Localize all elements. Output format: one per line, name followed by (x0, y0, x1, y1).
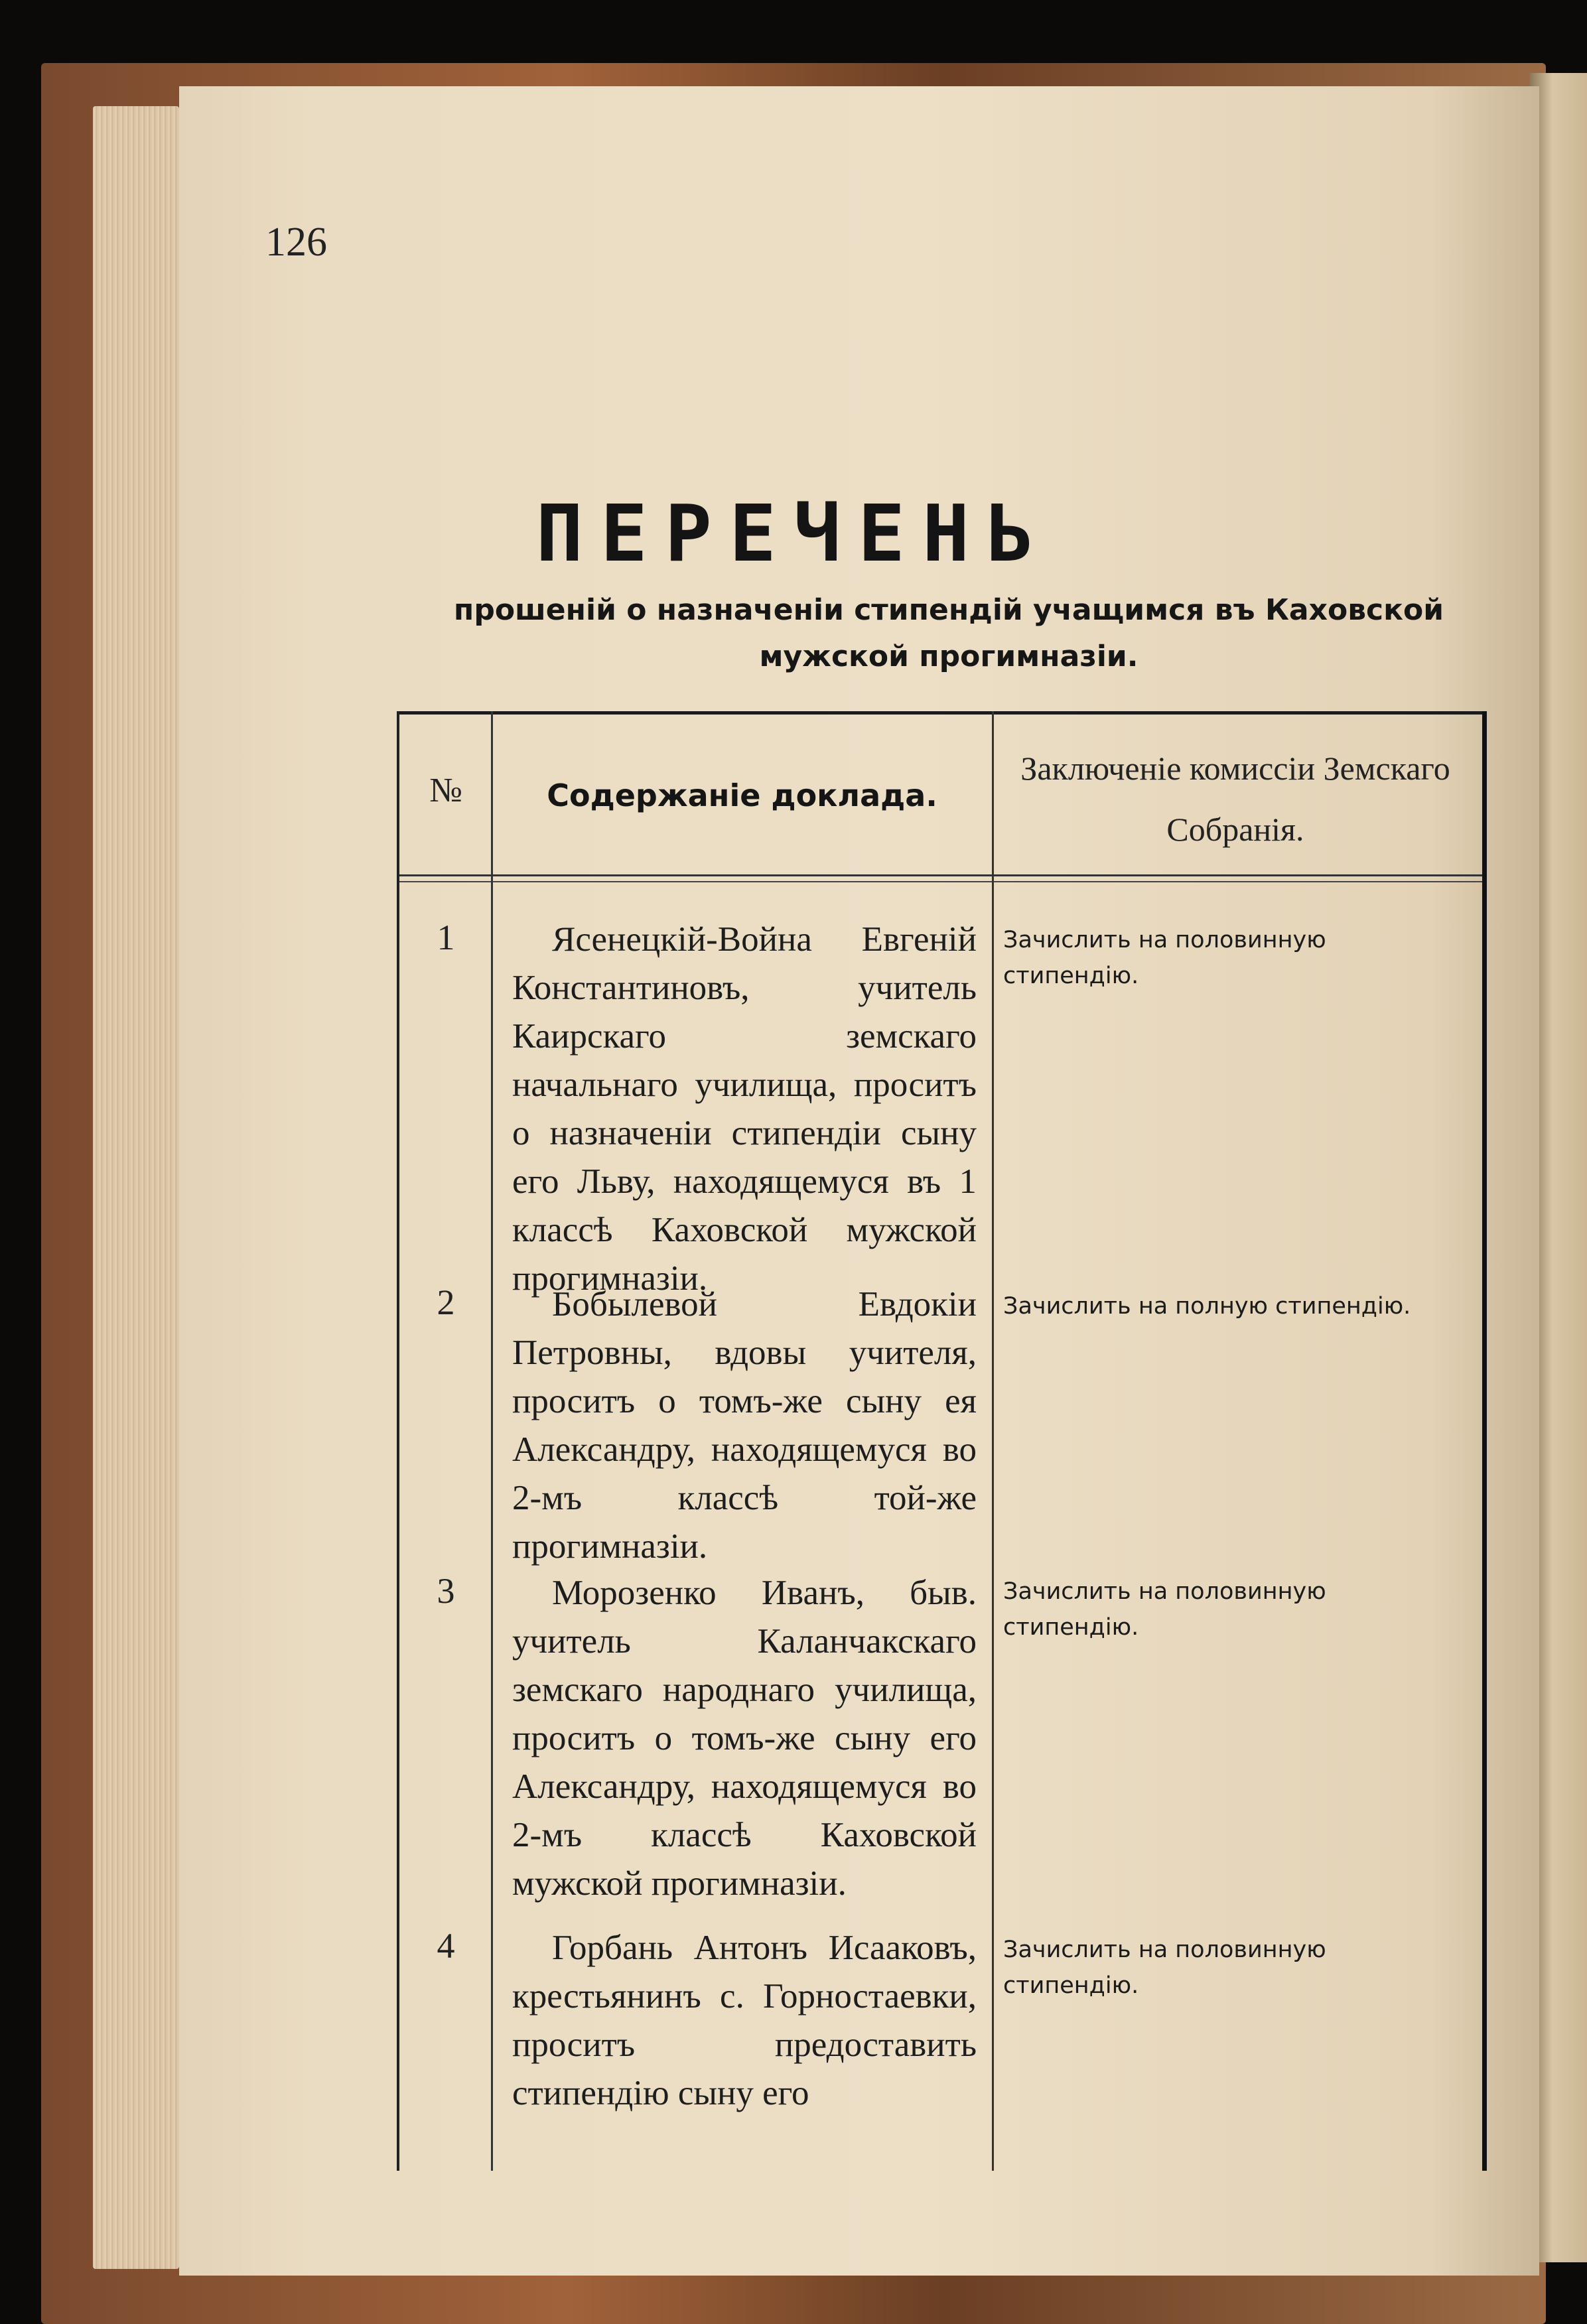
header-rule-double (399, 881, 1482, 882)
row-3-conclusion: Зачислить на половинную стипендію. (1003, 1578, 1326, 1641)
row-2-content: Бобылевой Евдокіи Петровны, вдовы учителя, проситъ о томъ-же сыну ея Александру, находящемуся во 2-мъ классѣ той-же прогимназіи. (512, 1285, 977, 1566)
header-number: № (429, 772, 462, 809)
table-top-rule (399, 711, 1482, 715)
row-3-number: 3 (437, 1571, 455, 1611)
row-4-content: Горбань Антонъ Исааковъ, крестьянинъ с. Горностаевки, проситъ предоставить стипендію сыну его (512, 1929, 977, 2112)
page-subtitle: прошеній о назначеніи стипендій учащимся въ Каховской мужской прогимназіи. (453, 593, 1444, 673)
header-rule (399, 874, 1482, 876)
row-2-number: 2 (437, 1282, 455, 1322)
row-2-conclusion: Зачислить на полную стипендію. (1003, 1293, 1411, 1320)
page-edges (93, 106, 179, 2269)
header-conclusion: Заключеніе комиссіи Земскаго Собранія. (1020, 750, 1450, 848)
row-4-conclusion: Зачислить на половинную стипендію. (1003, 1937, 1326, 1999)
column-divider-content (992, 711, 994, 2171)
row-3-content: Морозенко Иванъ, быв. учитель Каланчакскаго земскаго народнаго училища, проситъ о томъ-же сыну его Александру, находящемуся во 2-мъ классѣ Каховской мужской прогимназіи. (512, 1574, 977, 1903)
page-number: 126 (265, 220, 327, 265)
page-title: ПЕРЕЧЕНЬ (535, 488, 1052, 579)
row-1-content: Ясенецкій-Война Евгеній Константиновъ, учитель Каирскаго земскаго начальнаго училища, проситъ о назначеніи стипендіи сыну его Льву, находящемуся въ 1 классѣ Каховской мужской прогимназіи. (512, 920, 977, 1298)
row-4-number: 4 (437, 1926, 455, 1966)
petitions-table (397, 711, 1487, 2171)
row-1-conclusion: Зачислить на половинную стипендію. (1003, 927, 1326, 989)
row-1-number: 1 (437, 918, 455, 957)
header-content: Содержаніе доклада. (547, 778, 937, 813)
